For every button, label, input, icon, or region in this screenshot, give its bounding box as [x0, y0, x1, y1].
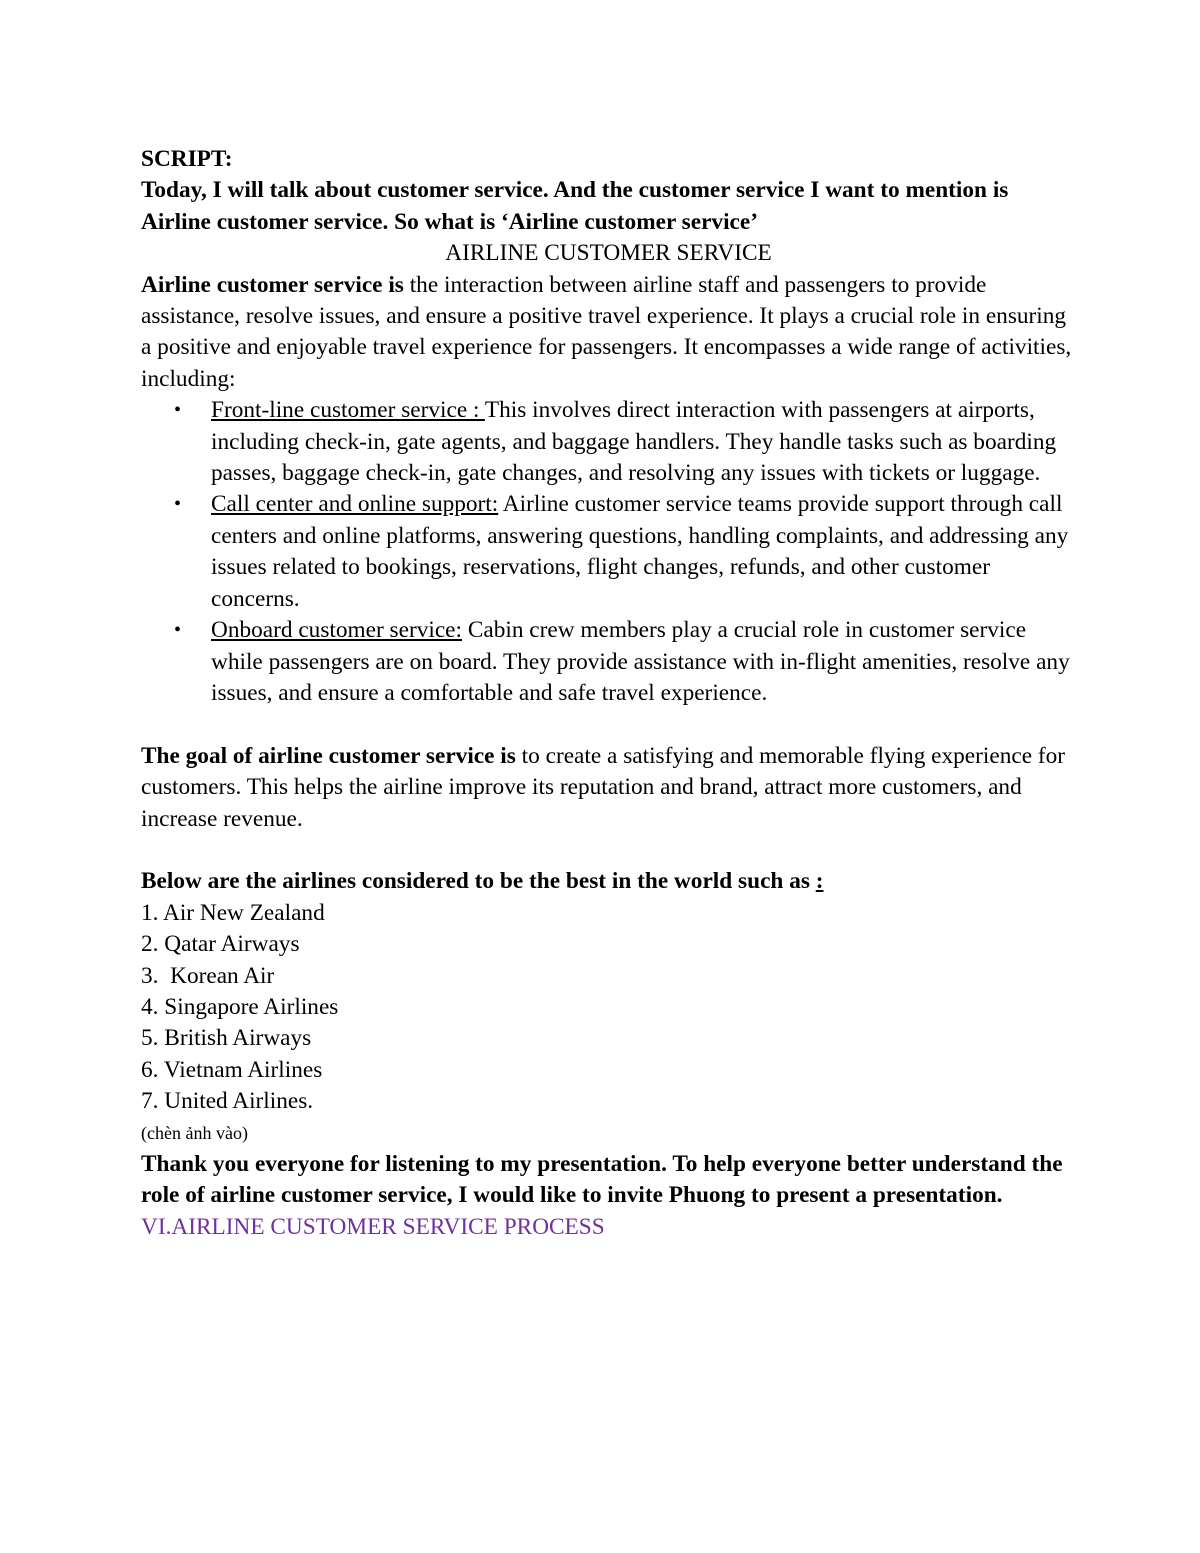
next-section-heading: VI.AIRLINE CUSTOMER SERVICE PROCESS	[141, 1213, 605, 1240]
image-placeholder-note: (chèn ảnh vào)	[141, 1122, 248, 1143]
document-page	[141, 144, 1076, 1243]
blank-line	[141, 835, 1076, 866]
list-item	[174, 615, 1076, 709]
list-item: 6. Vietnam Airlines	[141, 1056, 323, 1083]
bullet-text: Airline customer service teams provide support through call centers and online platforms, answering questions, handling complaints, and addressing any issues related to bookings, reservations, flight changes, refunds, and other customer concerns.	[211, 491, 1069, 612]
goal-text: to create a satisfying and memorable flying experience for customers. This helps the airline improve its reputation and brand, attract more customers, and increase revenue.	[141, 742, 1066, 832]
list-item	[174, 489, 1076, 615]
bullet-title: Front-line customer service :	[211, 397, 485, 424]
intro-paragraph: Today, I will talk about customer service. And the customer service I want to mention is Airline customer service. So what is ‘Airline customer service’	[141, 177, 1009, 235]
list-item: 4. Singapore Airlines	[141, 993, 339, 1020]
activities-list	[141, 395, 1076, 709]
list-item: 7. United Airlines.	[141, 1088, 314, 1115]
bullet-icon: •	[174, 493, 182, 516]
bullet-icon: •	[174, 619, 182, 642]
bullet-icon: •	[174, 399, 182, 422]
best-airlines-colon: :	[815, 868, 824, 895]
section-title: AIRLINE CUSTOMER SERVICE	[445, 240, 772, 267]
list-item: 5. British Airways	[141, 1025, 312, 1052]
bullet-text: Cabin crew members play a crucial role in customer service while passengers are on board. They provide assistance with in-flight amenities, resolve any issues, and ensure a comfortable and safe travel experience.	[211, 617, 1070, 706]
list-item	[174, 395, 1076, 489]
definition-lead: Airline customer service is	[141, 271, 404, 298]
list-item: 3. Korean Air	[141, 962, 275, 989]
definition-paragraph	[141, 270, 1076, 396]
script-label: SCRIPT:	[141, 146, 233, 172]
bullet-text: This involves direct interaction with passengers at airports, including check-in, gate agents, and baggage handlers. They handle tasks such as boarding passes, baggage check-in, gate changes, and resolving any issues with tickets or luggage.	[211, 397, 1057, 487]
bullet-title: Onboard customer service:	[211, 617, 462, 644]
best-airlines-lead: Below are the airlines considered to be the best in the world such as	[141, 868, 816, 895]
blank-line	[141, 709, 1076, 740]
goal-paragraph	[141, 741, 1076, 835]
bullet-title: Call center and online support:	[211, 491, 499, 518]
goal-lead: The goal of airline customer service is	[141, 742, 516, 769]
list-item: 1. Air New Zealand	[141, 899, 325, 926]
closing-paragraph: Thank you everyone for listening to my presentation. To help everyone better understand the role of airline customer service, I would like to invite Phuong to present a presentation.	[141, 1150, 1063, 1209]
list-item: 2. Qatar Airways	[141, 931, 300, 958]
best-airlines-heading	[141, 866, 1076, 897]
definition-text: the interaction between airline staff and passengers to provide assistance, resolve issues, and ensure a positive travel experience. It plays a crucial role in ensuring a positive and enjoyable travel experience for passengers. It encompasses a wide range of activities, including:	[141, 271, 1072, 392]
